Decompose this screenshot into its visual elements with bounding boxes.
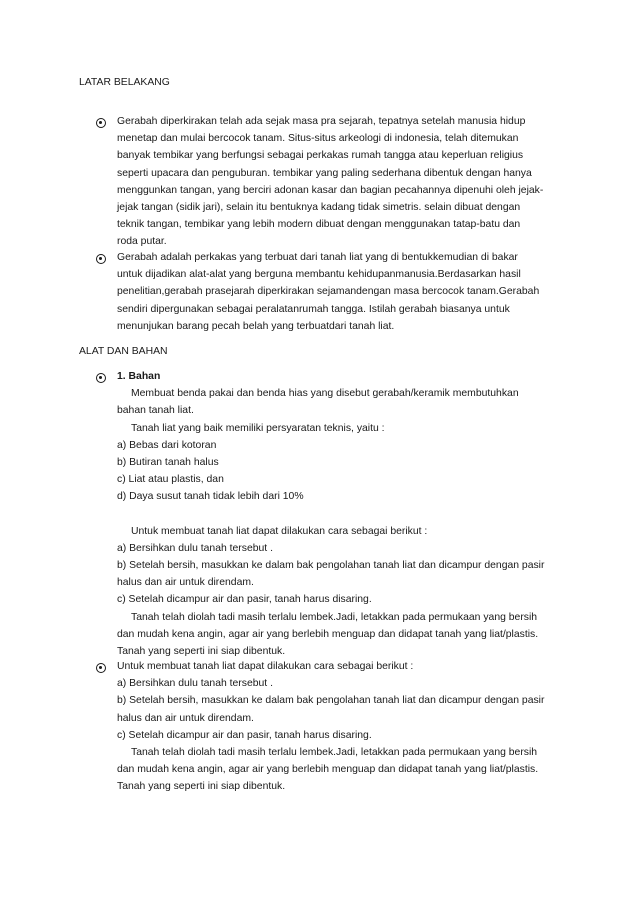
- paragraph-line: teknik tangan, tembikar yang lebih modern dibuat dengan menggunakan tatap-batu dan: [117, 219, 521, 231]
- bullet-cara-membuat: [117, 658, 557, 796]
- paragraph-line: Gerabah diperkirakan telah ada sejak masa pra sejarah, tepatnya setelah manusia hidup: [117, 116, 526, 127]
- cara-item: b) Setelah bersih, masukkan ke dalam bak pengolahan tanah liat dan dicampur dengan pasir: [117, 560, 545, 572]
- cara-item: a) Bersihkan dulu tanah tersebut .: [117, 542, 273, 554]
- paragraph-line: Tanah telah diolah tadi masih terlalu lembek.Jadi, letakkan pada permukaan yang bersih: [131, 746, 538, 758]
- syarat-intro: Tanah liat yang baik memiliki persyaratan teknis, yaitu :: [131, 422, 385, 434]
- circle-bullet-icon: [96, 118, 106, 128]
- blank-line: [117, 506, 557, 523]
- paragraph-line: roda putar.: [117, 236, 167, 248]
- paragraph-line: Membuat benda pakai dan benda hias yang disebut gerabah/keramik membutuhkan: [131, 388, 519, 400]
- syarat-item: d) Daya susut tanah tidak lebih dari 10%: [117, 491, 304, 503]
- paragraph-line: Gerabah adalah perkakas yang terbuat dari tanah liat yang di bentukkemudian di bakar: [117, 252, 518, 263]
- paragraph-line: Tanah telah diolah tadi masih terlalu lembek.Jadi, letakkan pada permukaan yang bersih: [131, 611, 538, 623]
- paragraph-line: jejak tangan (sidik jari), selain itu bentuknya kadang tidak simetris. selain dibuat dengan: [117, 201, 521, 213]
- cara-intro: Untuk membuat tanah liat dapat dilakukan cara sebagai berikut :: [131, 525, 428, 537]
- cara-item: halus dan air untuk direndam.: [117, 577, 254, 589]
- heading-alat-dan-bahan: ALAT DAN BAHAN: [79, 346, 168, 357]
- paragraph-line: Tanah yang seperti ini siap dibentuk.: [117, 646, 286, 657]
- paragraph-line: penelitian,gerabah prasejarah diperkirakan sejamandengan masa bercocok tanam.Gerabah: [117, 286, 540, 298]
- paragraph-line: sendiri dipergunakan sebagai peralatanrumah tangga. Istilah gerabah biasanya untuk: [117, 303, 510, 315]
- bullet-paragraph-1: [117, 113, 557, 251]
- paragraph-line: dan mudah kena angin, agar air yang berlebih menguap dan didapat tanah yang liat/plastis.: [117, 764, 539, 776]
- cara-item: a) Bersihkan dulu tanah tersebut .: [117, 678, 273, 690]
- paragraph-line: menunjukan barang pecah belah yang terbuatdari tanah liat.: [117, 320, 395, 332]
- paragraph-line: Untuk membuat tanah liat dapat dilakukan cara sebagai berikut :: [117, 661, 414, 672]
- paragraph-line: bahan tanah liat.: [117, 405, 194, 417]
- bahan-title: 1. Bahan: [117, 371, 161, 382]
- heading-latar-belakang: LATAR BELAKANG: [79, 77, 170, 88]
- circle-bullet-icon: [96, 254, 106, 264]
- paragraph-line: untuk dijadikan alat-alat yang berguna membantu kehidupanmanusia.Berdasarkan hasil: [117, 269, 521, 281]
- cara-item: b) Setelah bersih, masukkan ke dalam bak pengolahan tanah liat dan dicampur dengan pasir: [117, 695, 545, 707]
- syarat-item: b) Butiran tanah halus: [117, 456, 219, 468]
- circle-bullet-icon: [96, 663, 106, 673]
- syarat-item: c) Liat atau plastis, dan: [117, 474, 224, 486]
- paragraph-line: seperti upacara dan penguburan. tembikar yang paling sederhana dibentuk dengan hanya: [117, 167, 532, 179]
- bullet-bahan: [117, 368, 557, 660]
- paragraph-line: banyak tembikar yang berfungsi sebagai perkakas rumah tangga atau keperluan religius: [117, 150, 524, 162]
- paragraph-line: dan mudah kena angin, agar air yang berlebih menguap dan didapat tanah yang liat/plastis.: [117, 628, 539, 640]
- circle-bullet-icon: [96, 373, 106, 383]
- paragraph-line: menetap dan mulai bercocok tanam. Situs-situs arkeologi di indonesia, telah ditemukan: [117, 133, 519, 145]
- paragraph-line: menggunkan tangan, yang berciri adonan kasar dan bagian pecahannya dipenuhi oleh jejak-: [117, 184, 544, 196]
- paragraph-line: Tanah yang seperti ini siap dibentuk.: [117, 781, 286, 793]
- cara-item: c) Setelah dicampur air dan pasir, tanah harus disaring.: [117, 729, 372, 741]
- bullet-paragraph-2: [117, 249, 557, 335]
- cara-item: c) Setelah dicampur air dan pasir, tanah harus disaring.: [117, 594, 372, 606]
- cara-item: halus dan air untuk direndam.: [117, 712, 254, 724]
- syarat-item: a) Bebas dari kotoran: [117, 439, 217, 451]
